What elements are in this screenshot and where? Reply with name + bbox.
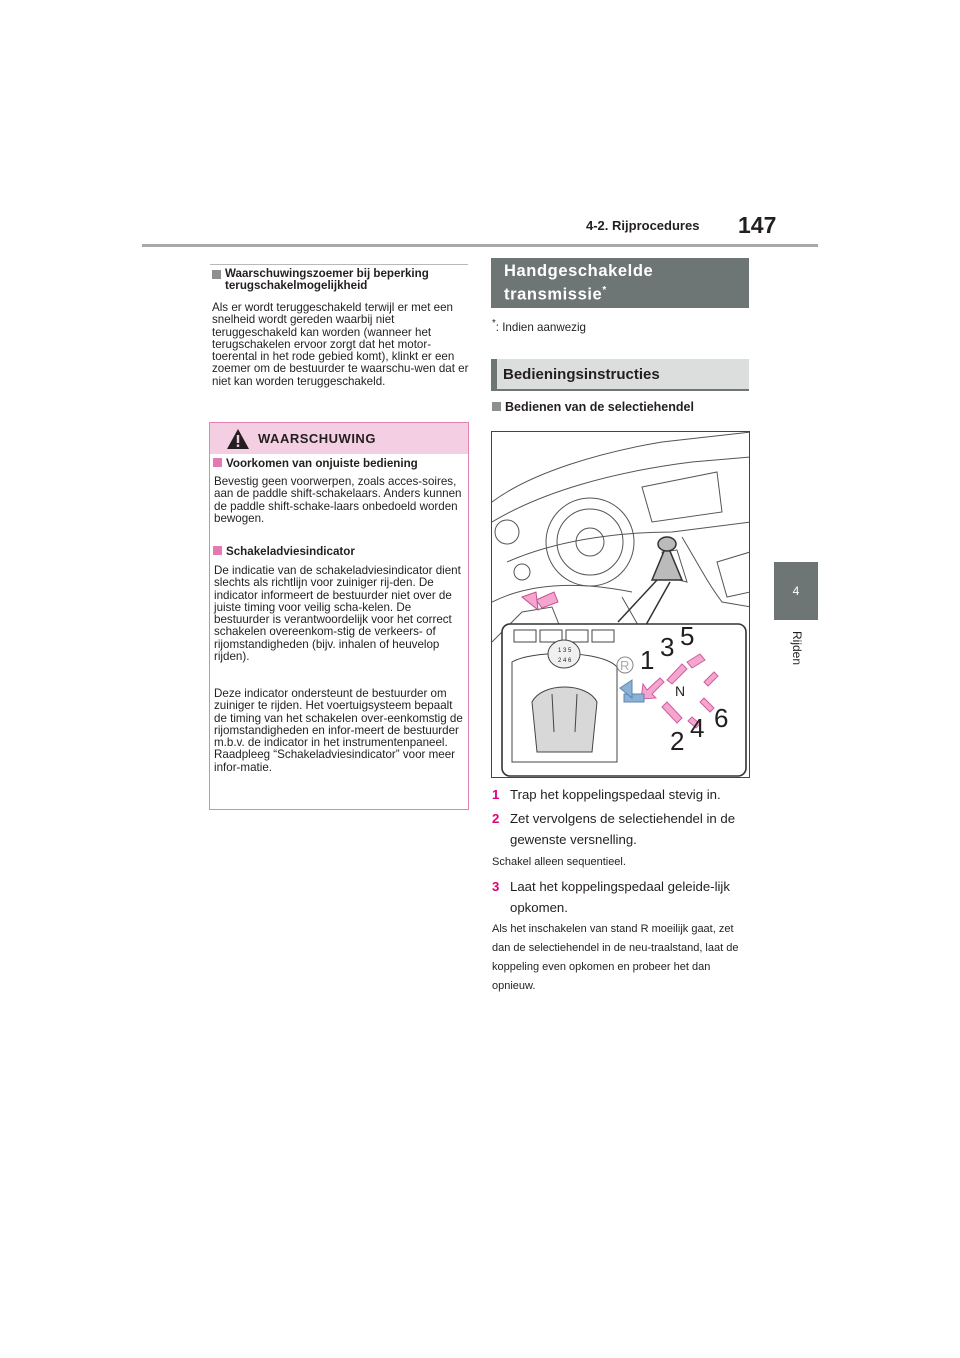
chapter-number: 4 xyxy=(792,584,800,598)
step-2-text: Zet vervolgens de selectiehendel in de gewenste versnelling. xyxy=(510,811,736,847)
section-title: 4-2. Rijprocedures xyxy=(586,218,700,233)
warning-item1-body: Bevestig geen voorwerpen, zoals acces-soires, aan de paddle shift-schakelaars. Anders kunnen de paddle shift-schake-laars onbedoeld worden bewogen. xyxy=(214,475,462,525)
warning-item1-heading-text: Voorkomen van onjuiste bediening xyxy=(226,457,418,470)
step-2-number: 2 xyxy=(492,811,500,826)
footnote-text: : Indien aanwezig xyxy=(495,320,587,334)
gear-3-label: 3 xyxy=(660,632,675,662)
note-reverse: Als het inschakelen van stand R moeilijk gaat, zet dan de selectiehendel in de neu-traalstand, laat de koppeling even opkomen en probeer het dan opnieuw. xyxy=(492,923,739,992)
bullet-square-icon xyxy=(213,458,222,467)
header-divider xyxy=(142,244,818,247)
warning-title: WAARSCHUWING xyxy=(258,431,376,446)
chapter-label: Rijden xyxy=(790,631,804,666)
step-3-number: 3 xyxy=(492,879,500,894)
warning-item2-body2: Deze indicator ondersteunt de bestuurder om zuiniger te rijden. Het voertuigsysteem bepaalt de timing van het schakelen over-eenkomstig de rijomstandigheden en infor-meert de bestuurder m.b.v. de indicator in het instrumentenpaneel. Raadpleeg “Schakeladviesindicator” voor meer infor-matie. xyxy=(214,687,463,774)
warning-item2-body: De indicatie van de schakeladviesindicator dient slechts als richtlijn voor zuiniger rij-den. De indicator informeert de bestuurder niet over de juiste timing voor veilig scha-kelen. De bestuurder is verantwoordelijk voor het correct schakelen overeenkom-stig de verkeers- of rijomstandigheden (bijv. inhalen of heuvelop rijden). xyxy=(214,564,461,664)
step-1 xyxy=(492,784,754,805)
left-body-text: Als er wordt teruggeschakeld terwijl er met een snelheid wordt gereden waarbij niet teruggeschakeld kan worden (wanneer het terugschakelen ervoor zorgt dat het motor-toerental in het rode gebied komt), klinkt er een zoemer om de bestuurder te waarschu-wen dat er niet kan worden teruggeschakeld. xyxy=(212,301,469,388)
section-heading-line1: Handgeschakelde xyxy=(504,262,654,280)
step-1-text: Trap het koppelingspedaal stevig in. xyxy=(510,787,721,802)
warning-triangle-icon xyxy=(226,428,250,450)
warning-item2-heading-text: Schakeladviesindicator xyxy=(226,545,355,558)
section-heading-line2: transmissie xyxy=(504,285,603,304)
step-2 xyxy=(492,808,754,850)
knob-top-label: 1 3 5 xyxy=(558,648,572,654)
selector-heading-text: Bedienen van de selectiehendel xyxy=(505,400,694,414)
note-sequential: Schakel alleen sequentieel. xyxy=(492,856,626,868)
left-heading-text: Waarschuwingszoemer bij beperking terugschakelmogelijkheid xyxy=(225,267,429,292)
section-heading-manual-transmission xyxy=(491,258,749,308)
shift-pattern-illustration xyxy=(491,431,750,778)
car-interior-drawing xyxy=(492,432,750,778)
neutral-label: N xyxy=(675,683,686,699)
bullet-square-icon xyxy=(212,270,221,279)
gear-5-label: 5 xyxy=(680,621,695,651)
subsection-heading-bar xyxy=(491,359,497,391)
reverse-gear-label: R xyxy=(620,658,630,673)
footnote-asterisk: * xyxy=(492,318,496,329)
section-heading-asterisk: * xyxy=(602,285,607,296)
warning-item1-heading xyxy=(213,458,463,470)
gear-1-label: 1 xyxy=(640,645,655,675)
knob-bottom-label: 2 4 6 xyxy=(558,658,572,664)
bullet-square-icon xyxy=(213,546,222,555)
step-3 xyxy=(492,876,754,918)
warning-item2-heading xyxy=(213,546,463,558)
subsection-heading: Bedieningsinstructies xyxy=(503,366,660,383)
footnote xyxy=(492,318,586,334)
gear-2-label: 2 xyxy=(670,726,685,756)
left-heading xyxy=(212,268,468,292)
step-3-text: Laat het koppelingspedaal geleide-lijk opkomen. xyxy=(510,879,730,915)
step-1-number: 1 xyxy=(492,787,500,802)
bullet-square-icon xyxy=(492,402,501,411)
gear-4-label: 4 xyxy=(690,713,705,743)
page-number: 147 xyxy=(738,212,777,238)
chapter-tab[interactable] xyxy=(774,562,818,620)
gear-6-label: 6 xyxy=(714,703,729,733)
left-heading-rule xyxy=(210,264,468,265)
selector-heading xyxy=(492,400,694,414)
